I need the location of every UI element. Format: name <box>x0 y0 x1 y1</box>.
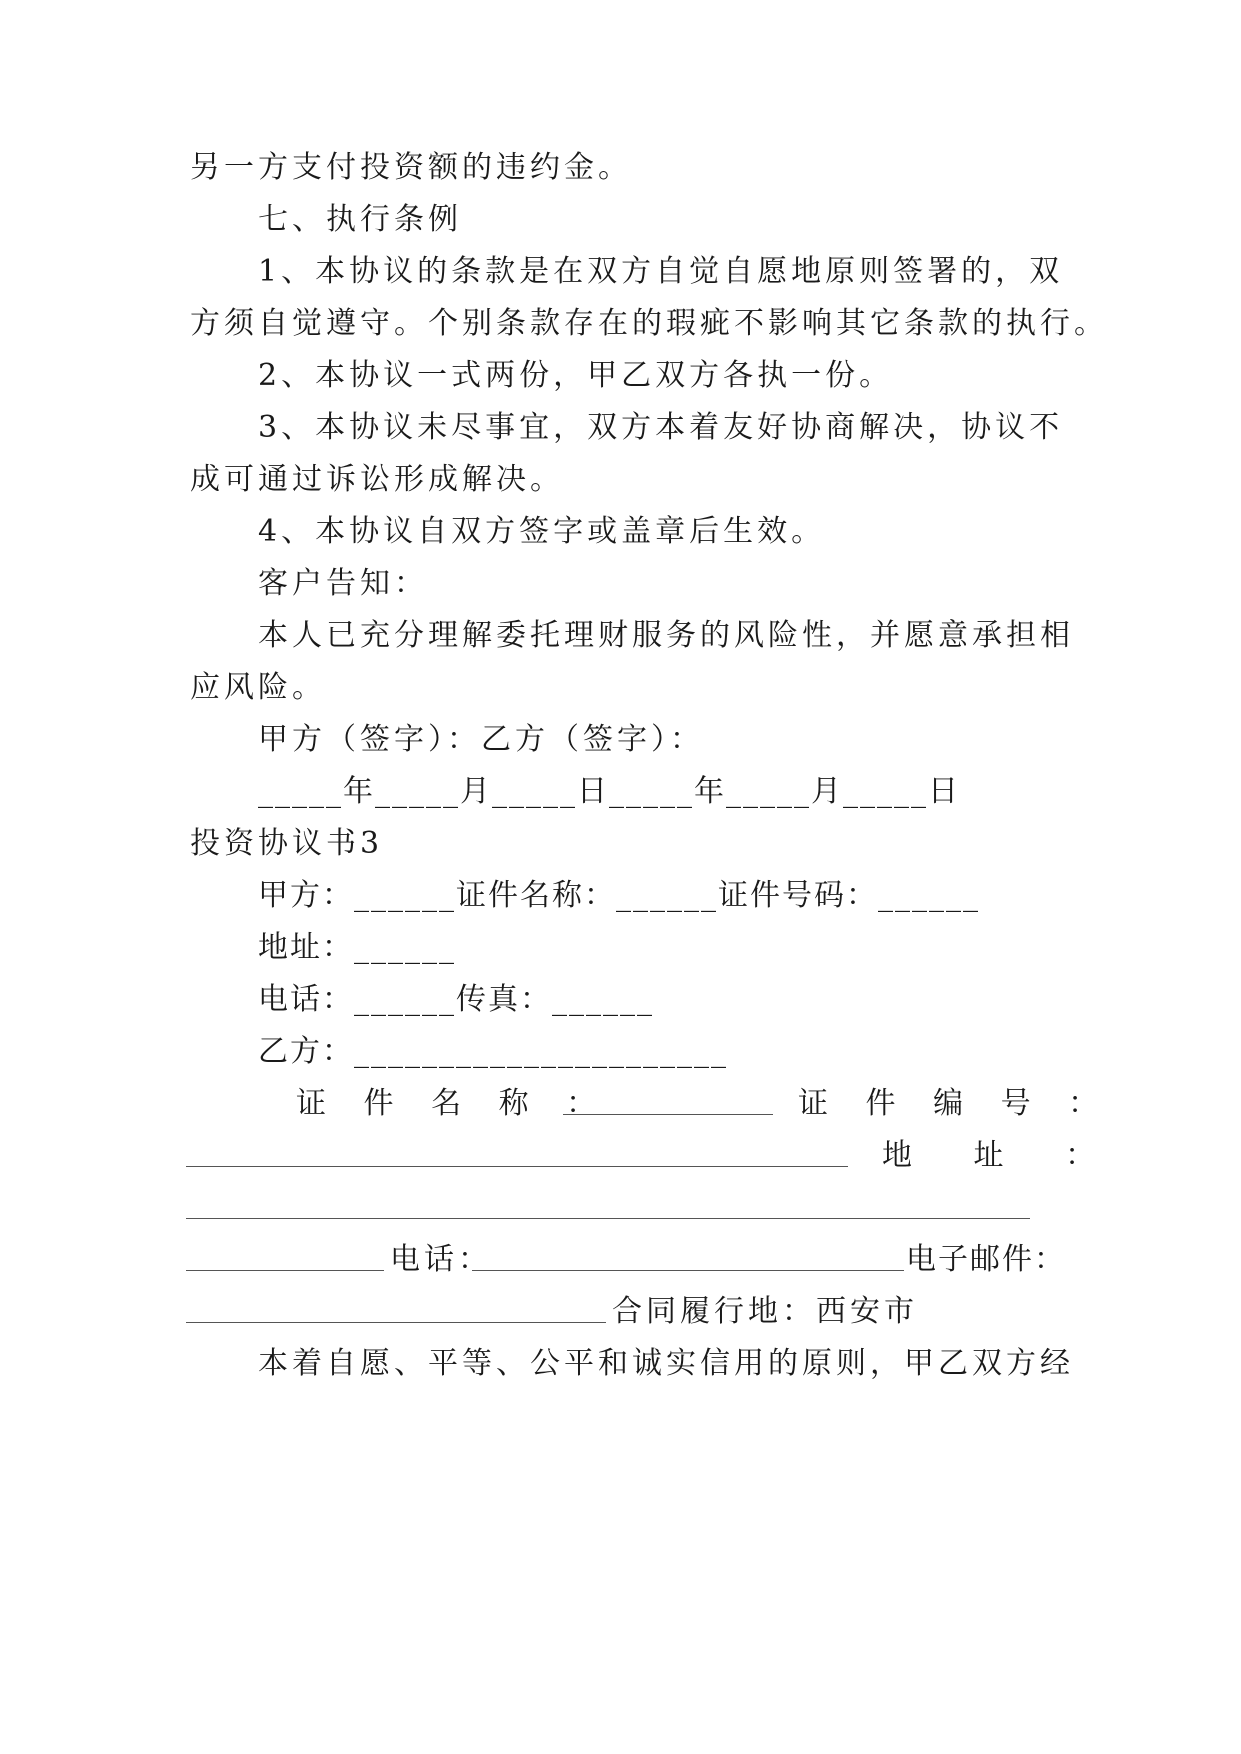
performance-place-line: 合同履行地：西安市 <box>612 1294 918 1329</box>
address-blank-cont <box>186 1270 384 1271</box>
document-title: 投资协议书3 <box>190 826 384 861</box>
phone-label: 电话： <box>390 1242 492 1277</box>
signature-line: 甲方（签字）：乙方（签字）： <box>258 722 704 757</box>
paragraph-line: 3、本协议未尽事宜，双方本着友好协商解决，协议不 <box>258 410 1064 445</box>
paragraph-line: 2、本协议一式两份，甲乙双方各执一份。 <box>258 358 894 393</box>
paragraph-line: 成可通过诉讼形成解决。 <box>190 462 564 497</box>
paragraph-line: 另一方支付投资额的违约金。 <box>190 150 632 185</box>
party-a-address-line: 地址：______ <box>258 930 456 965</box>
id-name-blank <box>563 1114 773 1115</box>
section-heading: 七、执行条例 <box>258 202 462 237</box>
id-number-label: 证 件 编 号 ： <box>798 1086 1113 1121</box>
party-a-phone-line: 电话：______传真：______ <box>258 982 654 1017</box>
email-blank <box>186 1322 606 1323</box>
paragraph-line: 4、本协议自双方签字或盖章后生效。 <box>258 514 826 549</box>
paragraph-line: 应风险。 <box>190 670 326 705</box>
id-name-label: 证 件 名 称 ： <box>296 1086 611 1121</box>
party-b-line: 乙方：______________________ <box>258 1034 728 1069</box>
date-line: _____年_____月_____日_____年_____月_____日 <box>258 774 960 809</box>
paragraph-line: 本着自愿、平等、公平和诚实信用的原则，甲乙双方经 <box>258 1346 1074 1381</box>
address-blank <box>186 1218 1030 1219</box>
address-label: 地 址 ： <box>882 1138 1122 1173</box>
party-a-id-line: 甲方：______证件名称：______证件号码：______ <box>258 878 980 913</box>
paragraph-line: 1、本协议的条款是在双方自觉自愿地原则签署的，双 <box>258 254 1064 289</box>
notice-heading: 客户告知： <box>258 566 428 601</box>
email-label: 电子邮件： <box>906 1242 1066 1277</box>
phone-blank <box>472 1270 904 1271</box>
id-number-blank <box>186 1166 848 1167</box>
paragraph-line: 本人已充分理解委托理财服务的风险性，并愿意承担相 <box>258 618 1074 653</box>
paragraph-line: 方须自觉遵守。个别条款存在的瑕疵不影响其它条款的执行。 <box>190 306 1108 341</box>
